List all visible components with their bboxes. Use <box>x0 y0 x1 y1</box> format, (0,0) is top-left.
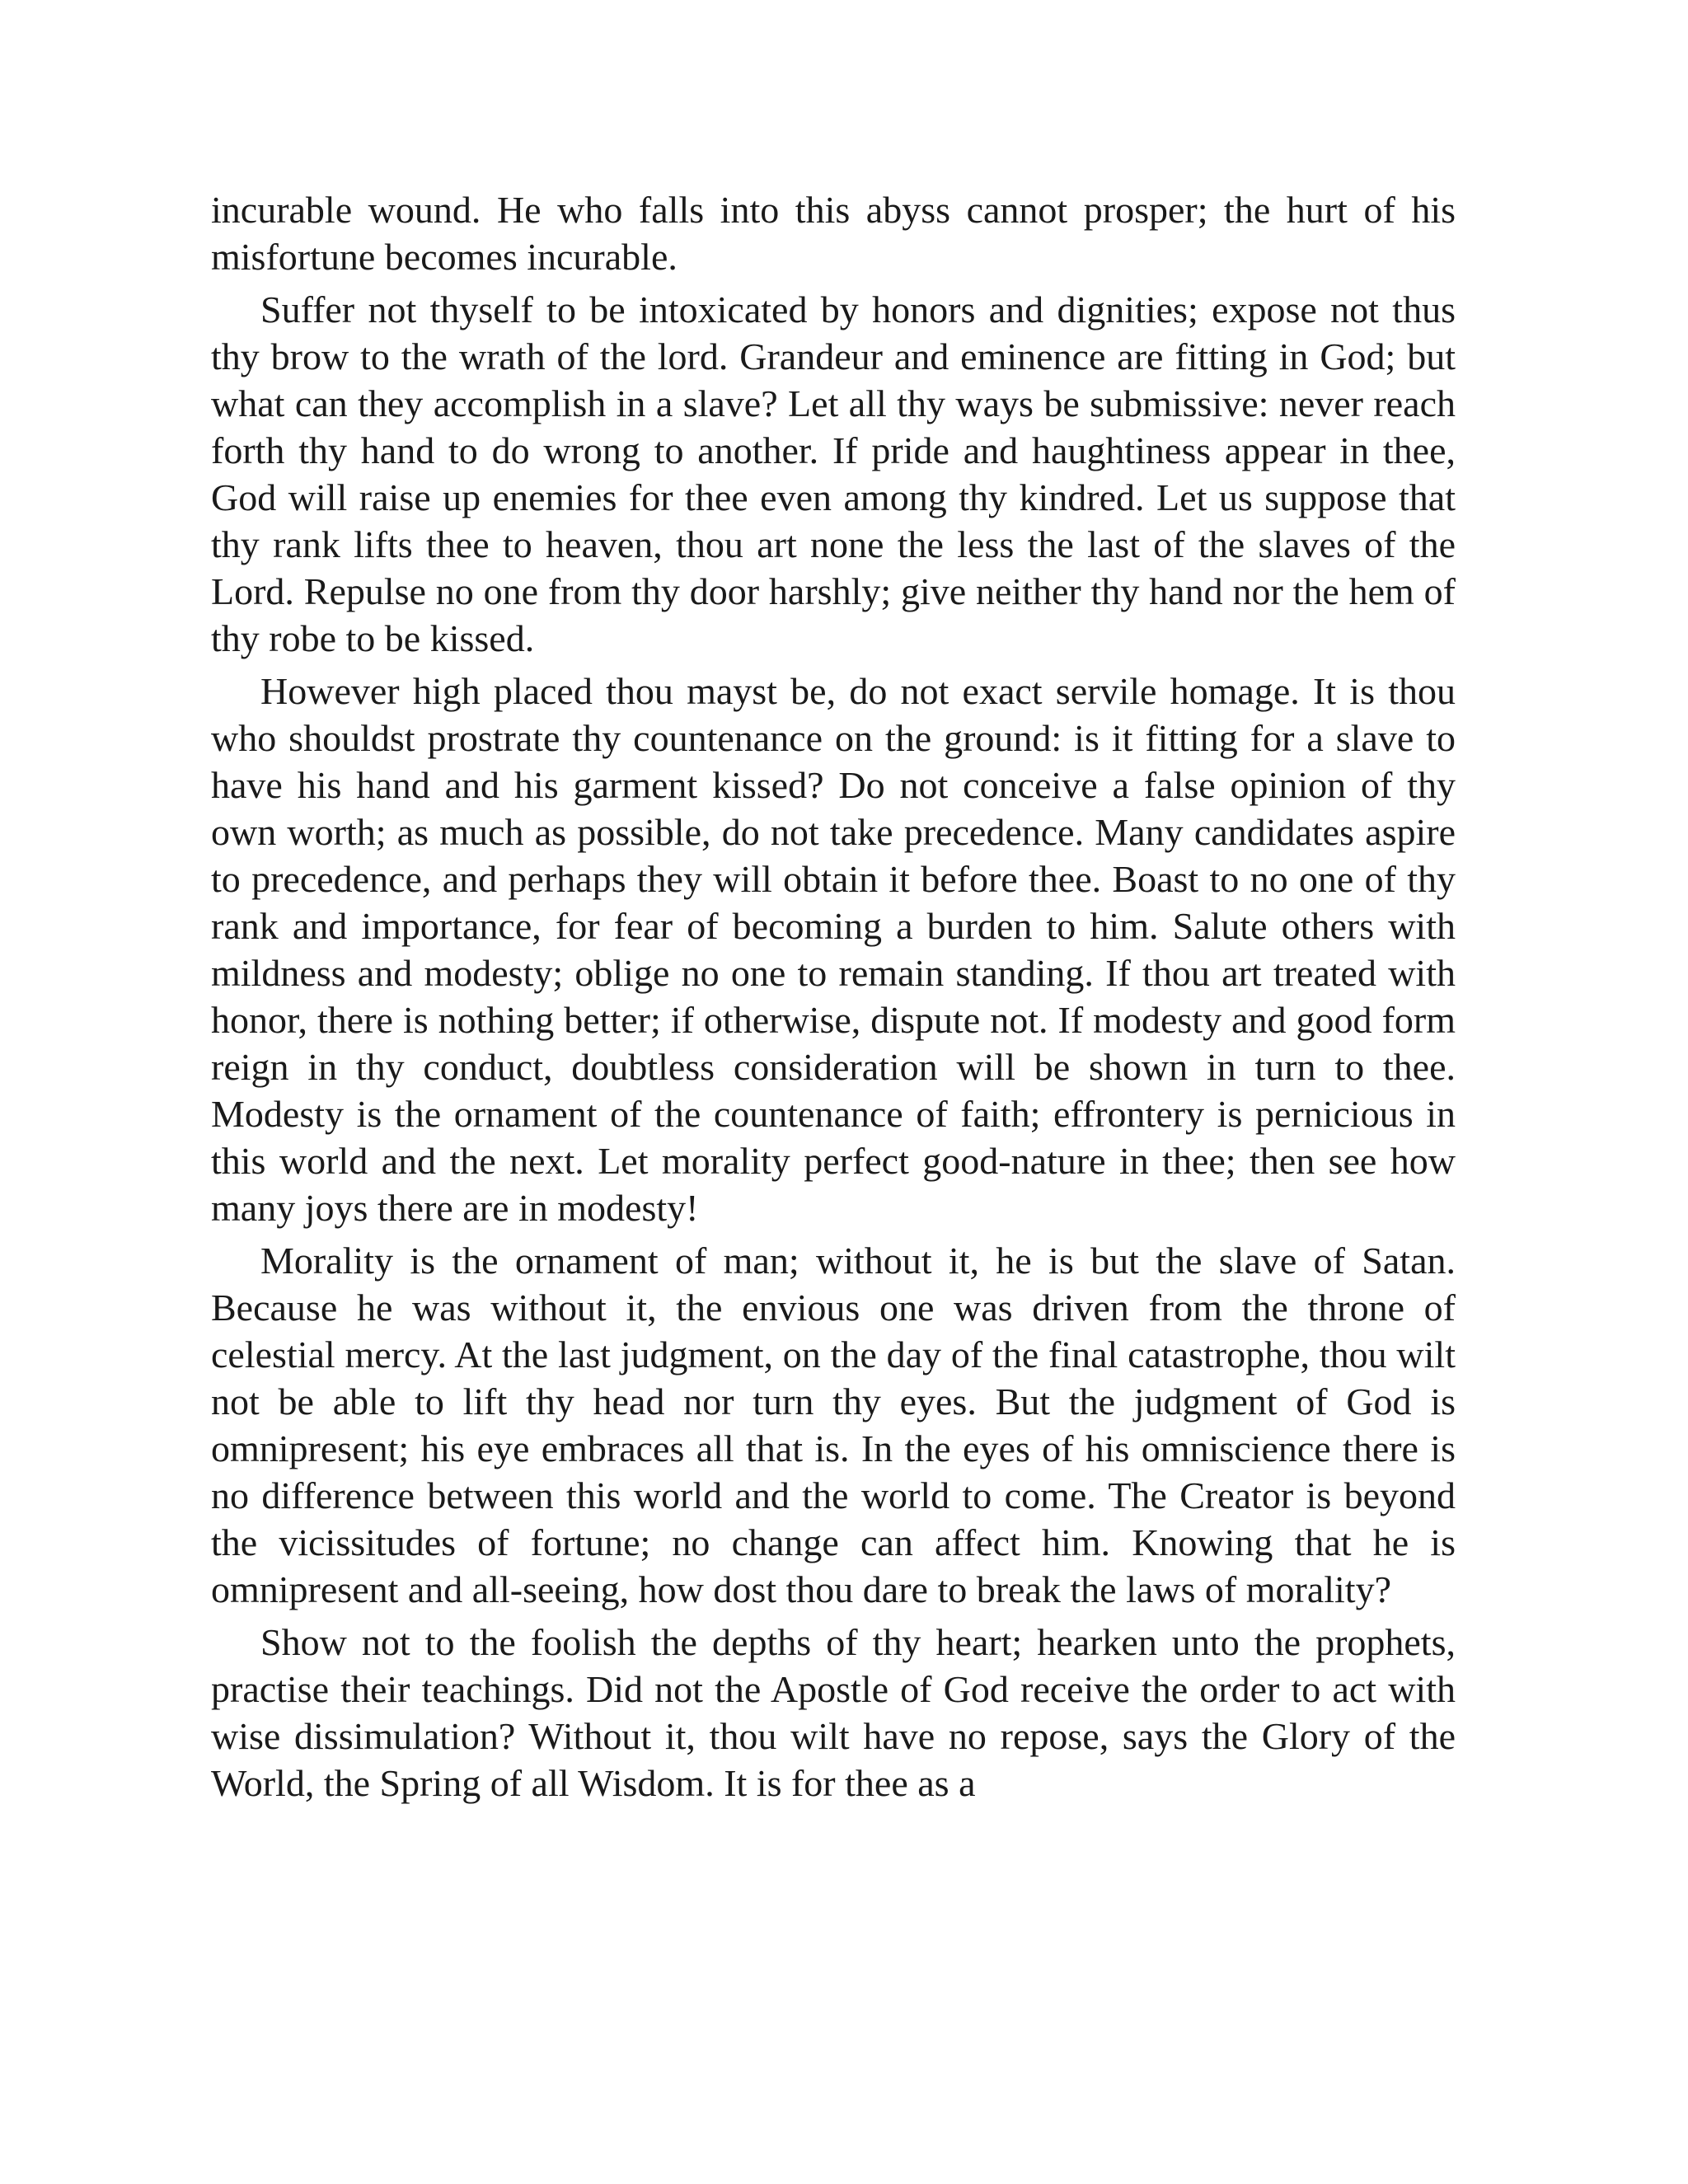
paragraph-3: However high placed thou mayst be, do not exact servile homage. It is thou who shouldst prostrate thy countenance on the ground: is it fitting for a slave to have his hand and his garment kissed? Do not conceive a false opinion of thy own worth; as much as possible, do not take precedence. Many candidates aspire to precedence, and perhaps they will obtain it before thee. Boast to no one of thy rank and importance, for fear of becoming a burden to him. Salute others with mildness and modesty; oblige no one to remain standing. If thou art treated with honor, there is nothing better; if otherwise, dispute not. If modesty and good form reign in thy conduct, doubtless consideration will be shown in turn to thee. Modesty is the ornament of the countenance of faith; effrontery is pernicious in this world and the next. Let morality perfect good-nature in thee; then see how many joys there are in modesty! <box>211 670 1456 1229</box>
paragraph-2: Suffer not thyself to be intoxicated by honors and dignities; expose not thus thy brow to the wrath of the lord. Grandeur and eminence are fitting in God; but what can they accomplish in a slave? Let all thy ways be submissive: never reach forth thy hand to do wrong to another. If pride and haughtiness appear in thee, God will raise up enemies for thee even among thy kindred. Let us suppose that thy rank lifts thee to heaven, thou art none the less the last of the slaves of the Lord. Repulse no one from thy door harshly; give neither thy hand nor the hem of thy robe to be kissed. <box>211 288 1456 659</box>
page-body <box>211 186 1456 1812</box>
paragraph-5: Show not to the foolish the depths of thy heart; hearken unto the prophets, practise their teachings. Did not the Apostle of God receive the order to act with wise dissimulation? Without it, thou wilt have no repose, says the Glory of the World, the Spring of all Wisdom. It is for thee as a <box>211 1621 1456 1804</box>
paragraph-4: Morality is the ornament of man; without it, he is but the slave of Satan. Because he was without it, the envious one was driven from the throne of celestial mercy. At the last judgment, on the day of the final catastrophe, thou wilt not be able to lift thy head nor turn thy eyes. But the judgment of God is omnipresent; his eye embraces all that is. In the eyes of his omniscience there is no difference between this world and the world to come. The Creator is beyond the vicissitudes of fortune; no change can affect him. Knowing that he is omnipresent and all-seeing, how dost thou dare to break the laws of morality? <box>211 1240 1456 1610</box>
paragraph-1: incurable wound. He who falls into this abyss cannot prosper; the hurt of his misfortune becomes incurable. <box>211 189 1456 278</box>
